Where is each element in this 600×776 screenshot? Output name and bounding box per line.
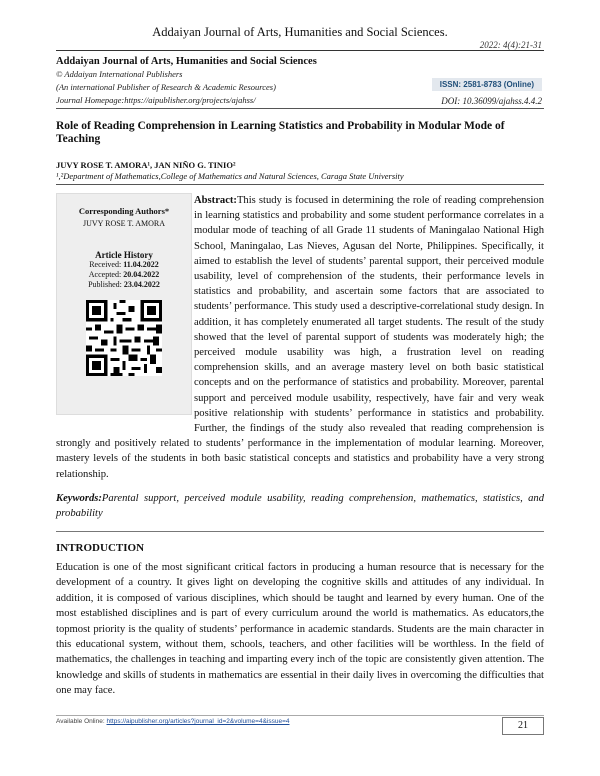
journal-title: Addaiyan Journal of Arts, Humanities and Social Sciences (56, 56, 317, 67)
doi[interactable]: DOI: 10.36099/ajahss.4.4.2 (441, 96, 542, 106)
authors: JUVY ROSE T. AMORA¹, JAN NIÑO G. TINIO² (56, 160, 236, 170)
page-number: 21 (502, 717, 544, 735)
section-heading: INTRODUCTION (56, 542, 145, 554)
divider (56, 108, 544, 109)
footer-label: Available Online: (56, 718, 105, 725)
keywords-text: Parental support, perceived module usability, reading comprehension, mathematics, statistics, and probability (56, 493, 544, 519)
issue-info: 2022: 4(4):21-31 (479, 40, 542, 50)
qr-code-icon[interactable] (86, 300, 162, 376)
abstract-text: This study is focused in determining the role of reading comprehension in learning statistics and probability and some student performance correlates in a modular mode of teaching of all Grade 11 students of Maningalao National High School, Maningalao, Las Nieves, Agusan del Norte, Philippines. Specifically, it aimed to establish the level of students’ parental support, their perceived module usability, level of comprehension of the students, their performance levels in statistics and probability, and ascertain some factors that are associated to students’ performance. This study used a descriptive-correlational study design. In addition, it has completely enumerated all target students. The result of the study showed that the level of parental support of students was moderately high; the perceived module usability was high, a frustration level on reading comprehension skills, and an average mastery level on both basic statistical concepts and on the performance of statistics and probability. Moreover, parental support and perceived module usability, respectively, have fair and very weak positive relationship with students’ performance in statistics and probability. Further, the findings of the study also revealed that reading comprehension is strongly and positively related to students’ performance in the implementation of modular learning. Moreover, mastery levels of the students in both basic statistical concepts and statistics and probability have a very strong relationship. (56, 195, 544, 480)
footer-availability (56, 718, 290, 725)
corresponding-name: JUVY ROSE T. AMORA (82, 219, 166, 228)
received-date: Received: 11.04.2022 (89, 260, 159, 269)
corresponding-label: Corresponding Authors* (78, 206, 170, 216)
introduction-text: Education is one of the most significant critical factors in producing a human resource that is necessary for the development of a country. It gives light on developing the cognitive skills and attitudes of any individual. In addition, it is composed of various disciplines, which should be taught and learned by every human. One of the most established disciplines and is part of every curriculum around the world is mathematics. As educators,the topmost priority is the quality of students’ performance in academic standards. Students are the main character in this educational system, without them, schools, teachers, and other facilities will be worthless. In the field of mathematics, the challenges in teaching and imparting every inch of the topic are consistently given attention. The knowledge and skills of students in mathematics are essential in their daily lives in overcoming the difficulties that one may face. (56, 562, 544, 697)
keywords (56, 492, 544, 521)
divider (56, 531, 544, 532)
journal-homepage[interactable]: Journal Homepage:https://aipublisher.org/projects/ajahss/ (56, 95, 256, 105)
history-label: Article History (95, 250, 153, 260)
affiliation: ¹,²Department of Mathematics,College of Mathematics and Natural Sciences, Caraga State University (56, 171, 404, 181)
accepted-date: Accepted: 20.04.2022 (88, 270, 160, 279)
published-date: Published: 23.04.2022 (88, 280, 160, 289)
publisher-desc: (An international Publisher of Research & Academic Resources) (56, 82, 276, 92)
running-head: Addaiyan Journal of Arts, Humanities and Social Sciences. (152, 25, 448, 39)
footer-divider (56, 715, 544, 716)
abstract-label: Abstract: (194, 195, 237, 206)
copyright: © Addaiyan International Publishers (56, 69, 183, 79)
article-link[interactable]: https://aipublisher.org/articles?journal_id=2&volume=4&issue=4 (106, 718, 290, 725)
article-info-sidebar (56, 193, 192, 415)
issn-badge: ISSN: 2581-8783 (Online) (432, 78, 542, 91)
divider (56, 184, 544, 185)
keywords-label: Keywords: (56, 493, 102, 504)
article-title: Role of Reading Comprehension in Learning Statistics and Probability in Modular Mode of Teaching (56, 120, 505, 145)
divider (56, 50, 544, 51)
